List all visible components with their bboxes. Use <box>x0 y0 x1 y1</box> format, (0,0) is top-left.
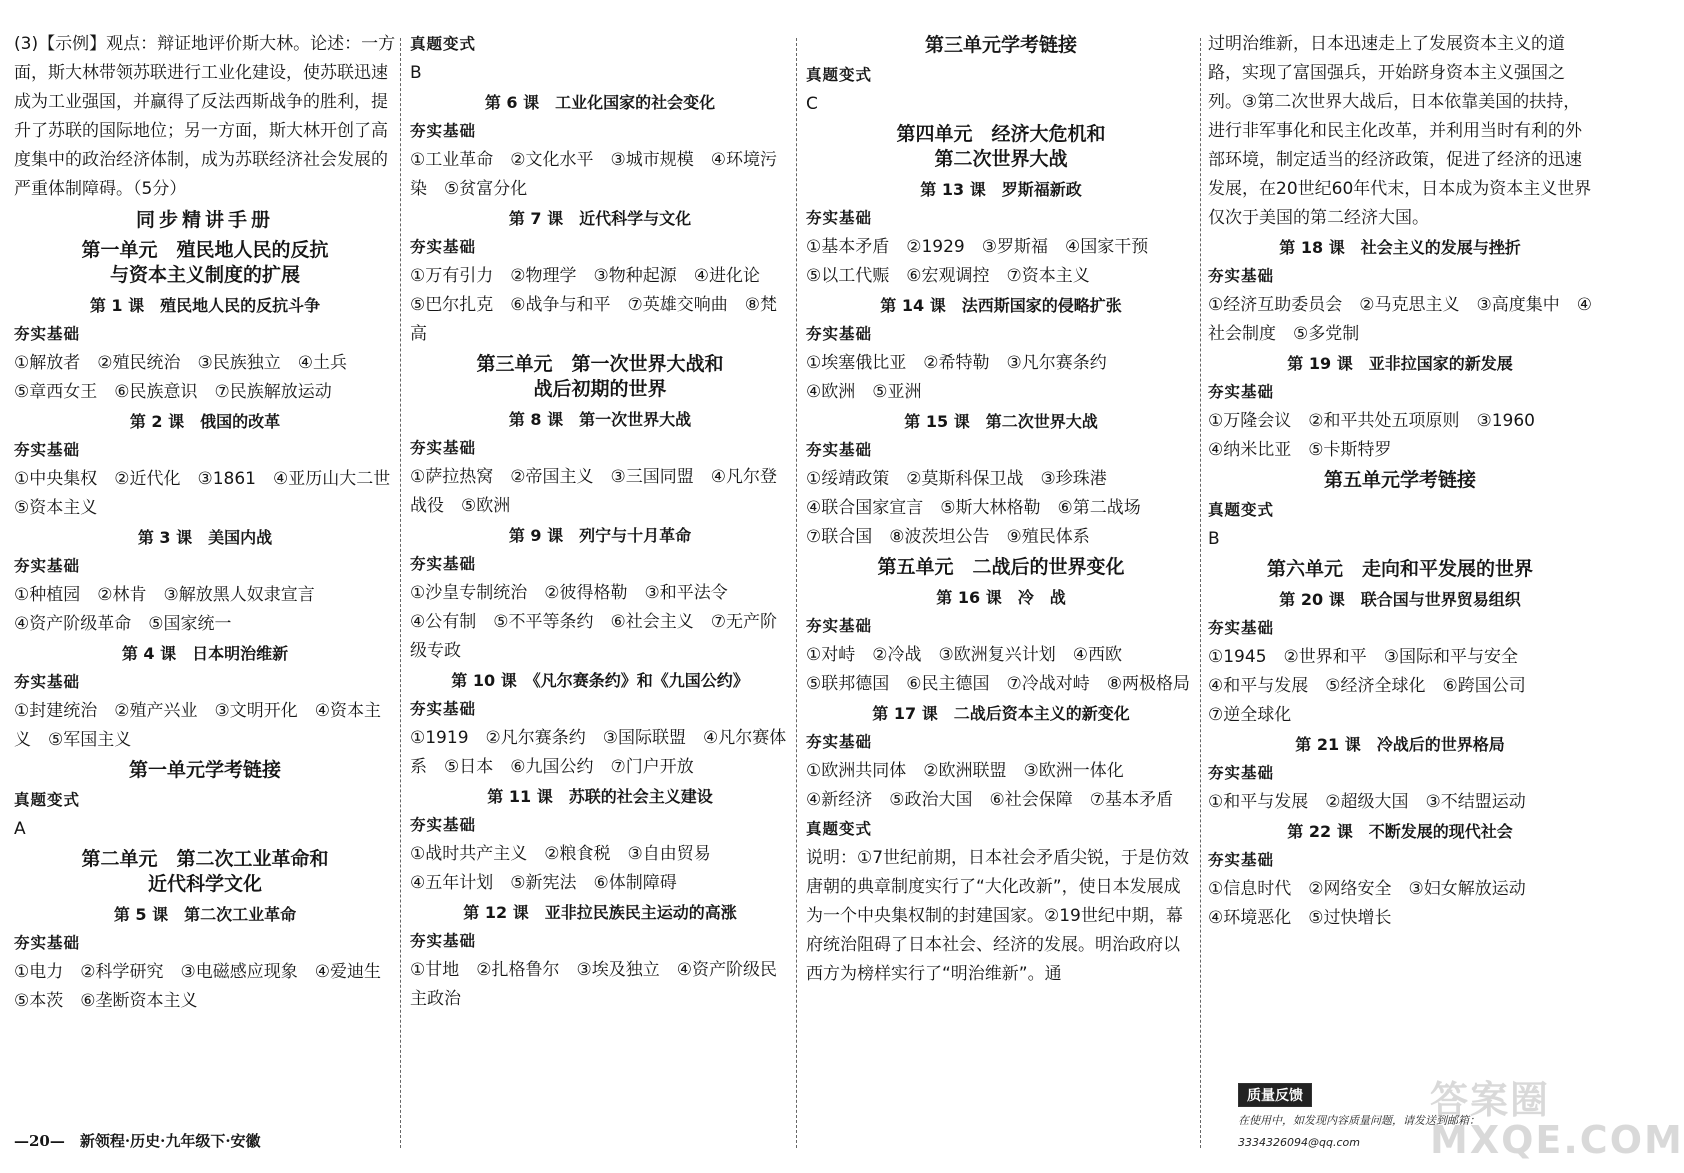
lesson-title: 第 12 课 亚非拉民族民主运动的高涨 <box>463 903 737 922</box>
section-heading: 真题变式 <box>1208 501 1275 519</box>
answer-text: ①甘地 ②扎格鲁尔 ③埃及独立 ④资产阶级民主政治 <box>410 960 777 1009</box>
section-heading: 真题变式 <box>410 35 477 53</box>
answer-text: 说明：①7世纪前期，日本社会矛盾尖锐，于是仿效唐朝的典章制度实行了“大化改新”，使日本发展成为一个中央集权制的封建国家。②19世纪中期，幕府统治阻碍了日本社会、经济的发展。明治政府以西方为榜样实行了“明治维新”。通 <box>806 848 1190 984</box>
lesson-title: 第 2 课 俄国的改革 <box>129 412 281 431</box>
answer-text: ①和平与发展 ②超级大国 ③不结盟运动 <box>1208 792 1526 812</box>
lesson-title: 第 17 课 二战后资本主义的新变化 <box>872 704 1130 723</box>
section-heading: 夯实基础 <box>14 673 81 691</box>
column-divider <box>796 38 797 1148</box>
lesson-title: 第 3 课 美国内战 <box>137 528 273 547</box>
answer-text: ①万有引力 ②物理学 ③物种起源 ④进化论 ⑤巴尔扎克 ⑥战争与和平 ⑦英雄交响曲 ⑧梵高 <box>410 266 777 344</box>
lesson-title: 第 6 课 工业化国家的社会变化 <box>484 93 716 112</box>
answer-text: ①1919 ②凡尔赛条约 ③国际联盟 ④凡尔赛体系 ⑤日本 ⑥九国公约 ⑦门户开放 <box>410 728 787 777</box>
answer-text: ①绥靖政策 ②莫斯科保卫战 ③珍珠港 ④联合国家宣言 ⑤斯大林格勒 ⑥第二战场 ⑦联合国 ⑧波茨坦公告 ⑨殖民体系 <box>806 469 1141 547</box>
unit-title: 第五单元 二战后的世界变化 <box>877 556 1125 578</box>
section-heading: 夯实基础 <box>410 816 477 834</box>
answer-text: ①信息时代 ②网络安全 ③妇女解放运动 ④环境恶化 ⑤过快增长 <box>1208 879 1526 928</box>
lesson-title: 第 10 课 《凡尔赛条约》和《九国公约》 <box>451 671 749 690</box>
manual-title: 同步精讲手册 <box>135 209 274 231</box>
lesson-title: 第 13 课 罗斯福新政 <box>920 180 1082 199</box>
section-heading: 夯实基础 <box>1208 267 1275 285</box>
answer-text: ①1945 ②世界和平 ③国际和平与安全 ④和平与发展 ⑤经济全球化 ⑥跨国公司 ⑦逆全球化 <box>1208 647 1526 725</box>
unit-title: 第四单元 经济大危机和 第二次世界大战 <box>896 123 1106 170</box>
unit-title: 第三单元 第一次世界大战和 战后初期的世界 <box>476 353 724 400</box>
column-1 <box>14 30 408 1140</box>
section-heading: 夯实基础 <box>1208 851 1275 869</box>
section-heading: 夯实基础 <box>410 555 477 573</box>
column-divider <box>1200 38 1201 1148</box>
answer-text: ①经济互助委员会 ②马克思主义 ③高度集中 ④社会制度 ⑤多党制 <box>1208 295 1592 344</box>
lesson-title: 第 7 课 近代科学与文化 <box>508 209 692 228</box>
lesson-title: 第 11 课 苏联的社会主义建设 <box>487 787 713 806</box>
lesson-title: 第 19 课 亚非拉国家的新发展 <box>1287 354 1513 373</box>
section-heading: 夯实基础 <box>410 122 477 140</box>
answer-text: B <box>410 63 422 83</box>
lesson-title: 第 4 课 日本明治维新 <box>121 644 289 663</box>
unit-title: 第三单元学考链接 <box>924 34 1077 56</box>
answer-text: (3)【示例】观点：辩证地评价斯大林。论述：一方面，斯大林带领苏联进行工业化建设，使苏联迅速成为工业强国，并赢得了反法西斯战争的胜利，提升了苏联的国际地位；另一方面，斯大林开创了高度集中的政治经济体制，成为苏联经济社会发展的严重体制障碍。（5分） <box>14 34 396 199</box>
section-heading: 夯实基础 <box>1208 383 1275 401</box>
lesson-title: 第 20 课 联合国与世界贸易组织 <box>1279 590 1521 609</box>
answer-text: ①对峙 ②冷战 ③欧洲复兴计划 ④西欧 ⑤联邦德国 ⑥民主德国 ⑦冷战对峙 ⑧两极格局 <box>806 645 1190 694</box>
lesson-title: 第 8 课 第一次世界大战 <box>508 410 692 429</box>
lesson-title: 第 9 课 列宁与十月革命 <box>508 526 692 545</box>
column-3 <box>806 30 1196 1140</box>
section-heading: 夯实基础 <box>410 238 477 256</box>
answer-text: ①萨拉热窝 ②帝国主义 ③三国同盟 ④凡尔登战役 ⑤欧洲 <box>410 467 777 516</box>
section-heading: 夯实基础 <box>1208 764 1275 782</box>
lesson-title: 第 1 课 殖民地人民的反抗斗争 <box>89 296 321 315</box>
answer-text: ①战时共产主义 ②粮食税 ③自由贸易 ④五年计划 ⑤新宪法 ⑥体制障碍 <box>410 844 711 893</box>
answer-text: ①埃塞俄比亚 ②希特勒 ③凡尔赛条约 ④欧洲 ⑤亚洲 <box>806 353 1107 402</box>
section-heading: 夯实基础 <box>806 733 873 751</box>
section-heading: 夯实基础 <box>410 700 477 718</box>
section-heading: 夯实基础 <box>14 441 81 459</box>
section-heading: 夯实基础 <box>14 934 81 952</box>
section-heading: 夯实基础 <box>410 439 477 457</box>
unit-title: 第六单元 走向和平发展的世界 <box>1266 558 1533 580</box>
lesson-title: 第 16 课 冷 战 <box>936 588 1066 607</box>
answer-text: ①欧洲共同体 ②欧洲联盟 ③欧洲一体化 ④新经济 ⑤政治大国 ⑥社会保障 ⑦基本矛盾 <box>806 761 1173 810</box>
answer-text: ①中央集权 ②近代化 ③1861 ④亚历山大二世 ⑤资本主义 <box>14 469 408 518</box>
lesson-title: 第 21 课 冷战后的世界格局 <box>1295 735 1505 754</box>
section-heading: 夯实基础 <box>806 325 873 343</box>
watermark: 答案圈 MXQE.COM <box>1430 1078 1684 1162</box>
section-heading: 夯实基础 <box>14 557 81 575</box>
answer-text: A <box>14 819 26 839</box>
answer-text: ①沙皇专制统治 ②彼得格勒 ③和平法令 ④公有制 ⑤不平等条约 ⑥社会主义 ⑦无产阶级专政 <box>410 583 777 661</box>
lesson-title: 第 5 课 第二次工业革命 <box>113 905 297 924</box>
answer-text: ①解放者 ②殖民统治 ③民族独立 ④土兵 ⑤章西女王 ⑥民族意识 ⑦民族解放运动 <box>14 353 347 402</box>
answer-text: ①万隆会议 ②和平共处五项原则 ③1960 ④纳米比亚 ⑤卡斯特罗 <box>1208 411 1535 460</box>
lesson-title: 第 18 课 社会主义的发展与挫折 <box>1279 238 1521 257</box>
answer-text: C <box>806 94 818 114</box>
section-heading: 夯实基础 <box>806 441 873 459</box>
lesson-title: 第 22 课 不断发展的现代社会 <box>1287 822 1513 841</box>
unit-title: 第一单元学考链接 <box>128 759 281 781</box>
column-divider <box>400 38 401 1148</box>
section-heading: 夯实基础 <box>1208 619 1275 637</box>
unit-title: 第一单元 殖民地人民的反抗 与资本主义制度的扩展 <box>81 239 329 286</box>
page-footer: —20— 新领程·历史·九年级下·安徽 <box>14 1132 261 1150</box>
lesson-title: 第 14 课 法西斯国家的侵略扩张 <box>880 296 1122 315</box>
quality-feedback-email: 3334326094@qq.com <box>1238 1136 1360 1149</box>
section-heading: 夯实基础 <box>410 932 477 950</box>
answer-text: ①工业革命 ②文化水平 ③城市规模 ④环境污染 ⑤贫富分化 <box>410 150 777 199</box>
section-heading: 真题变式 <box>14 791 81 809</box>
unit-title: 第五单元学考链接 <box>1323 469 1476 491</box>
section-heading: 夯实基础 <box>806 209 873 227</box>
answer-text: ①封建统治 ②殖产兴业 ③文明开化 ④资本主义 ⑤军国主义 <box>14 701 381 750</box>
answer-text: B <box>1208 529 1220 549</box>
lesson-title: 第 15 课 第二次世界大战 <box>904 412 1098 431</box>
answer-text: 过明治维新，日本迅速走上了发展资本主义的道路，实现了富国强兵，开始跻身资本主义强国之列。③第二次世界大战后，日本依靠美国的扶持，进行非军事化和民主化改革，并利用当时有利的外部环境，制定适当的经济政策，促进了经济的迅速发展，在20世纪60年代末，日本成为资本主义世界仅次于美国的第二经济大国。 <box>1208 34 1592 228</box>
answer-text: ①电力 ②科学研究 ③电磁感应现象 ④爱迪生 ⑤本茨 ⑥垄断资本主义 <box>14 962 398 1011</box>
quality-feedback-label: 质量反馈 <box>1238 1083 1312 1107</box>
unit-title: 第二单元 第二次工业革命和 近代科学文化 <box>81 848 329 895</box>
quality-feedback-note: 在使用中，如发现内容质量问题，请发送到邮箱： <box>1238 1114 1480 1127</box>
column-4 <box>1208 30 1592 1140</box>
answer-text: ①种植园 ②林肯 ③解放黑人奴隶宣言 ④资产阶级革命 ⑤国家统一 <box>14 585 315 634</box>
section-heading: 夯实基础 <box>806 617 873 635</box>
answer-text: ①基本矛盾 ②1929 ③罗斯福 ④国家干预 ⑤以工代赈 ⑥宏观调控 ⑦资本主义 <box>806 237 1149 286</box>
section-heading: 夯实基础 <box>14 325 81 343</box>
section-heading: 真题变式 <box>806 820 873 838</box>
section-heading: 真题变式 <box>806 66 873 84</box>
column-2 <box>410 30 790 1140</box>
